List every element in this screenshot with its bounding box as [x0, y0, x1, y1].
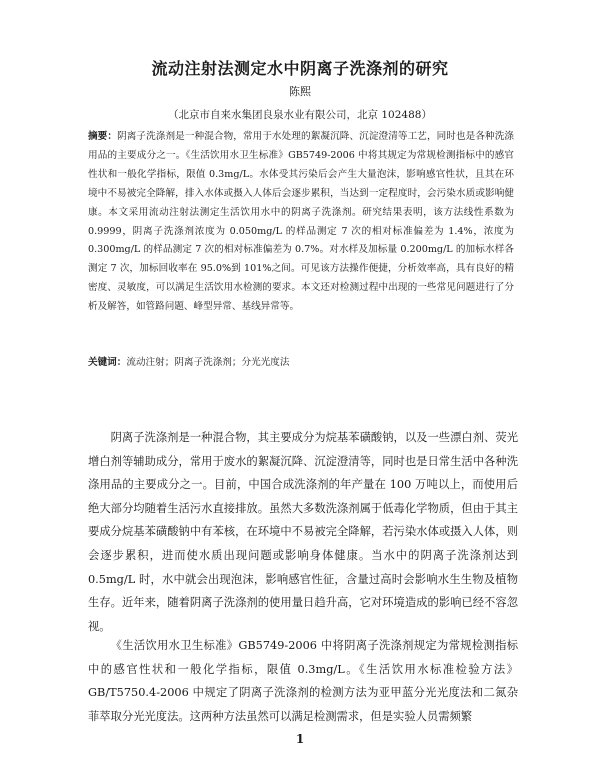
body-paragraph: 《生活饮用水卫生标准》GB5749-2006 中将阴离子洗涤剂规定为常规检测指标中的感官性状和一般化学指标，限值 0.3mg/L。《生活饮用水标准检验方法》GB/T5750.4-2006 中规定了阴离子洗涤剂的检测方法为亚甲蓝分光光度法和二氮杂菲萃取分光光度法。这两种方法虽然可以满足检测需求，但是实验人员需频繁: [88, 639, 518, 723]
abstract: [88, 128, 514, 317]
paper-title: 流动注射法测定水中阴离子洗涤剂的研究: [151, 59, 449, 78]
abstract-text: 阴离子洗涤剂是一种混合物，常用于水处理的絮凝沉降、沉淀澄清等工艺，同时也是各种洗涤用品的主要成分之一。《生活饮用水卫生标准》GB5749-2006 中将其规定为常规检测指标中的感官性状和一般化学指标，限值 0.3mg/L。水体受其污染后会产生大量泡沫，影响感官性状，且其在环境中不易被完全降解，排入水体或摄入人体后会逐步累积，当达到一定程度时，会污染水质或影响健康。本文采用流动注射法测定生活饮用水中的阴离子洗涤剂。研究结果表明，该方法线性系数为 0.9999，阴离子洗涤剂浓度为 0.050mg/L 的样品测定 7 次的相对标准偏差为 1.4%，浓度为 0.300mg/L 的样品测定 7 次的相对标准偏差为 0.7%。对水样及加标量 0.200mg/L 的加标水样各测定 7 次，加标回收率在 95.0%到 101%之间。可见该方法操作便捷，分析效率高，具有良好的精密度、灵敏度，可以满足生活饮用水检测的要求。本文还对检测过程中出现的一些常见问题进行了分析及解答，如管路问题、峰型异常、基线异常等。: [88, 131, 515, 313]
author-affiliation: （北京市自来水集团良泉水业有限公司，北京 102488）: [168, 109, 432, 121]
abstract-label: 摘要：: [88, 131, 118, 142]
body-paragraph: 阴离子洗涤剂是一种混合物，其主要成分为烷基苯磺酸钠，以及一些漂白剂、荧光增白剂等辅助成分，常用于废水的絮凝沉降、沉淀澄清等，同时也是日常生活中各种洗涤用品的主要成分之一。目前，中国合成洗涤剂的年产量在 100 万吨以上，而使用后绝大部分均随着生活污水直接排放。虽然大多数洗涤剂属于低毒化学物质，但由于其主要成分烷基苯磺酸钠中有苯核，在环境中不易被完全降解，若污染水体或摄入人体，则会逐步累积，进而使水质出现问题或影响身体健康。当水中的阴离子洗涤剂达到 0.5mg/L 时，水中就会出现泡沫，影响感官性征，含量过高时会影响水生生物及植物生存。近年来，随着阴离子洗涤剂的使用量日趋升高，它对环境造成的影响已经不容忽视。: [88, 431, 518, 633]
author-name: 陈熙: [289, 85, 311, 98]
page-number: 1: [295, 732, 305, 746]
keywords-label: 关键词：: [88, 357, 127, 368]
keywords-text: 流动注射；阴离子洗涤剂；分光光度法: [126, 357, 290, 368]
keywords: [88, 354, 514, 372]
